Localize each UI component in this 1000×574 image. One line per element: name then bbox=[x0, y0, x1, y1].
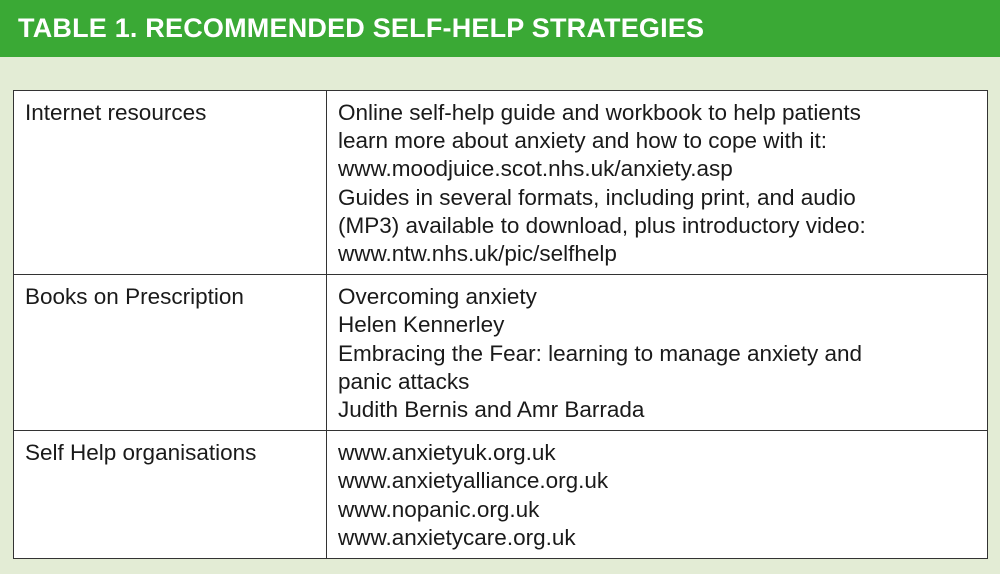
table-row bbox=[14, 431, 988, 559]
row-content-internet-resources bbox=[327, 91, 988, 275]
row-label-books-on-prescription: Books on Prescription bbox=[14, 275, 327, 431]
table-title-banner bbox=[0, 0, 1000, 57]
table-row bbox=[14, 275, 988, 431]
book-author: Helen Kennerley bbox=[338, 312, 505, 338]
content-line: Guides in several formats, including print, and audio bbox=[338, 184, 856, 210]
content-line-url: www.ntw.nhs.uk/pic/selfhelp bbox=[338, 241, 617, 267]
strategies-table bbox=[13, 90, 988, 559]
content-line: learn more about anxiety and how to cope with it: bbox=[338, 128, 828, 154]
organisation-url: www.anxietyalliance.org.uk bbox=[338, 468, 609, 494]
content-line-url: www.moodjuice.scot.nhs.uk/anxiety.asp bbox=[338, 156, 733, 182]
table-title: TABLE 1. RECOMMENDED SELF-HELP STRATEGIES bbox=[18, 13, 705, 43]
row-content-self-help-organisations bbox=[327, 431, 988, 559]
table-row bbox=[14, 91, 988, 275]
organisation-url: www.nopanic.org.uk bbox=[338, 496, 540, 522]
row-content-books-on-prescription bbox=[327, 275, 988, 431]
organisation-url: www.anxietycare.org.uk bbox=[338, 524, 576, 550]
book-title-continued: panic attacks bbox=[338, 368, 470, 394]
strategies-table-container bbox=[13, 90, 988, 559]
book-title: Embracing the Fear: learning to manage anxiety and bbox=[338, 340, 863, 366]
content-line: (MP3) available to download, plus introductory video: bbox=[338, 212, 866, 238]
organisation-url: www.anxietyuk.org.uk bbox=[338, 440, 556, 466]
content-line: Online self-help guide and workbook to help patients bbox=[338, 100, 861, 125]
book-author: Judith Bernis and Amr Barrada bbox=[338, 397, 645, 423]
book-title: Overcoming anxiety bbox=[338, 284, 537, 310]
row-label-self-help-organisations: Self Help organisations bbox=[14, 431, 327, 559]
row-label-internet-resources: Internet resources bbox=[14, 91, 327, 275]
